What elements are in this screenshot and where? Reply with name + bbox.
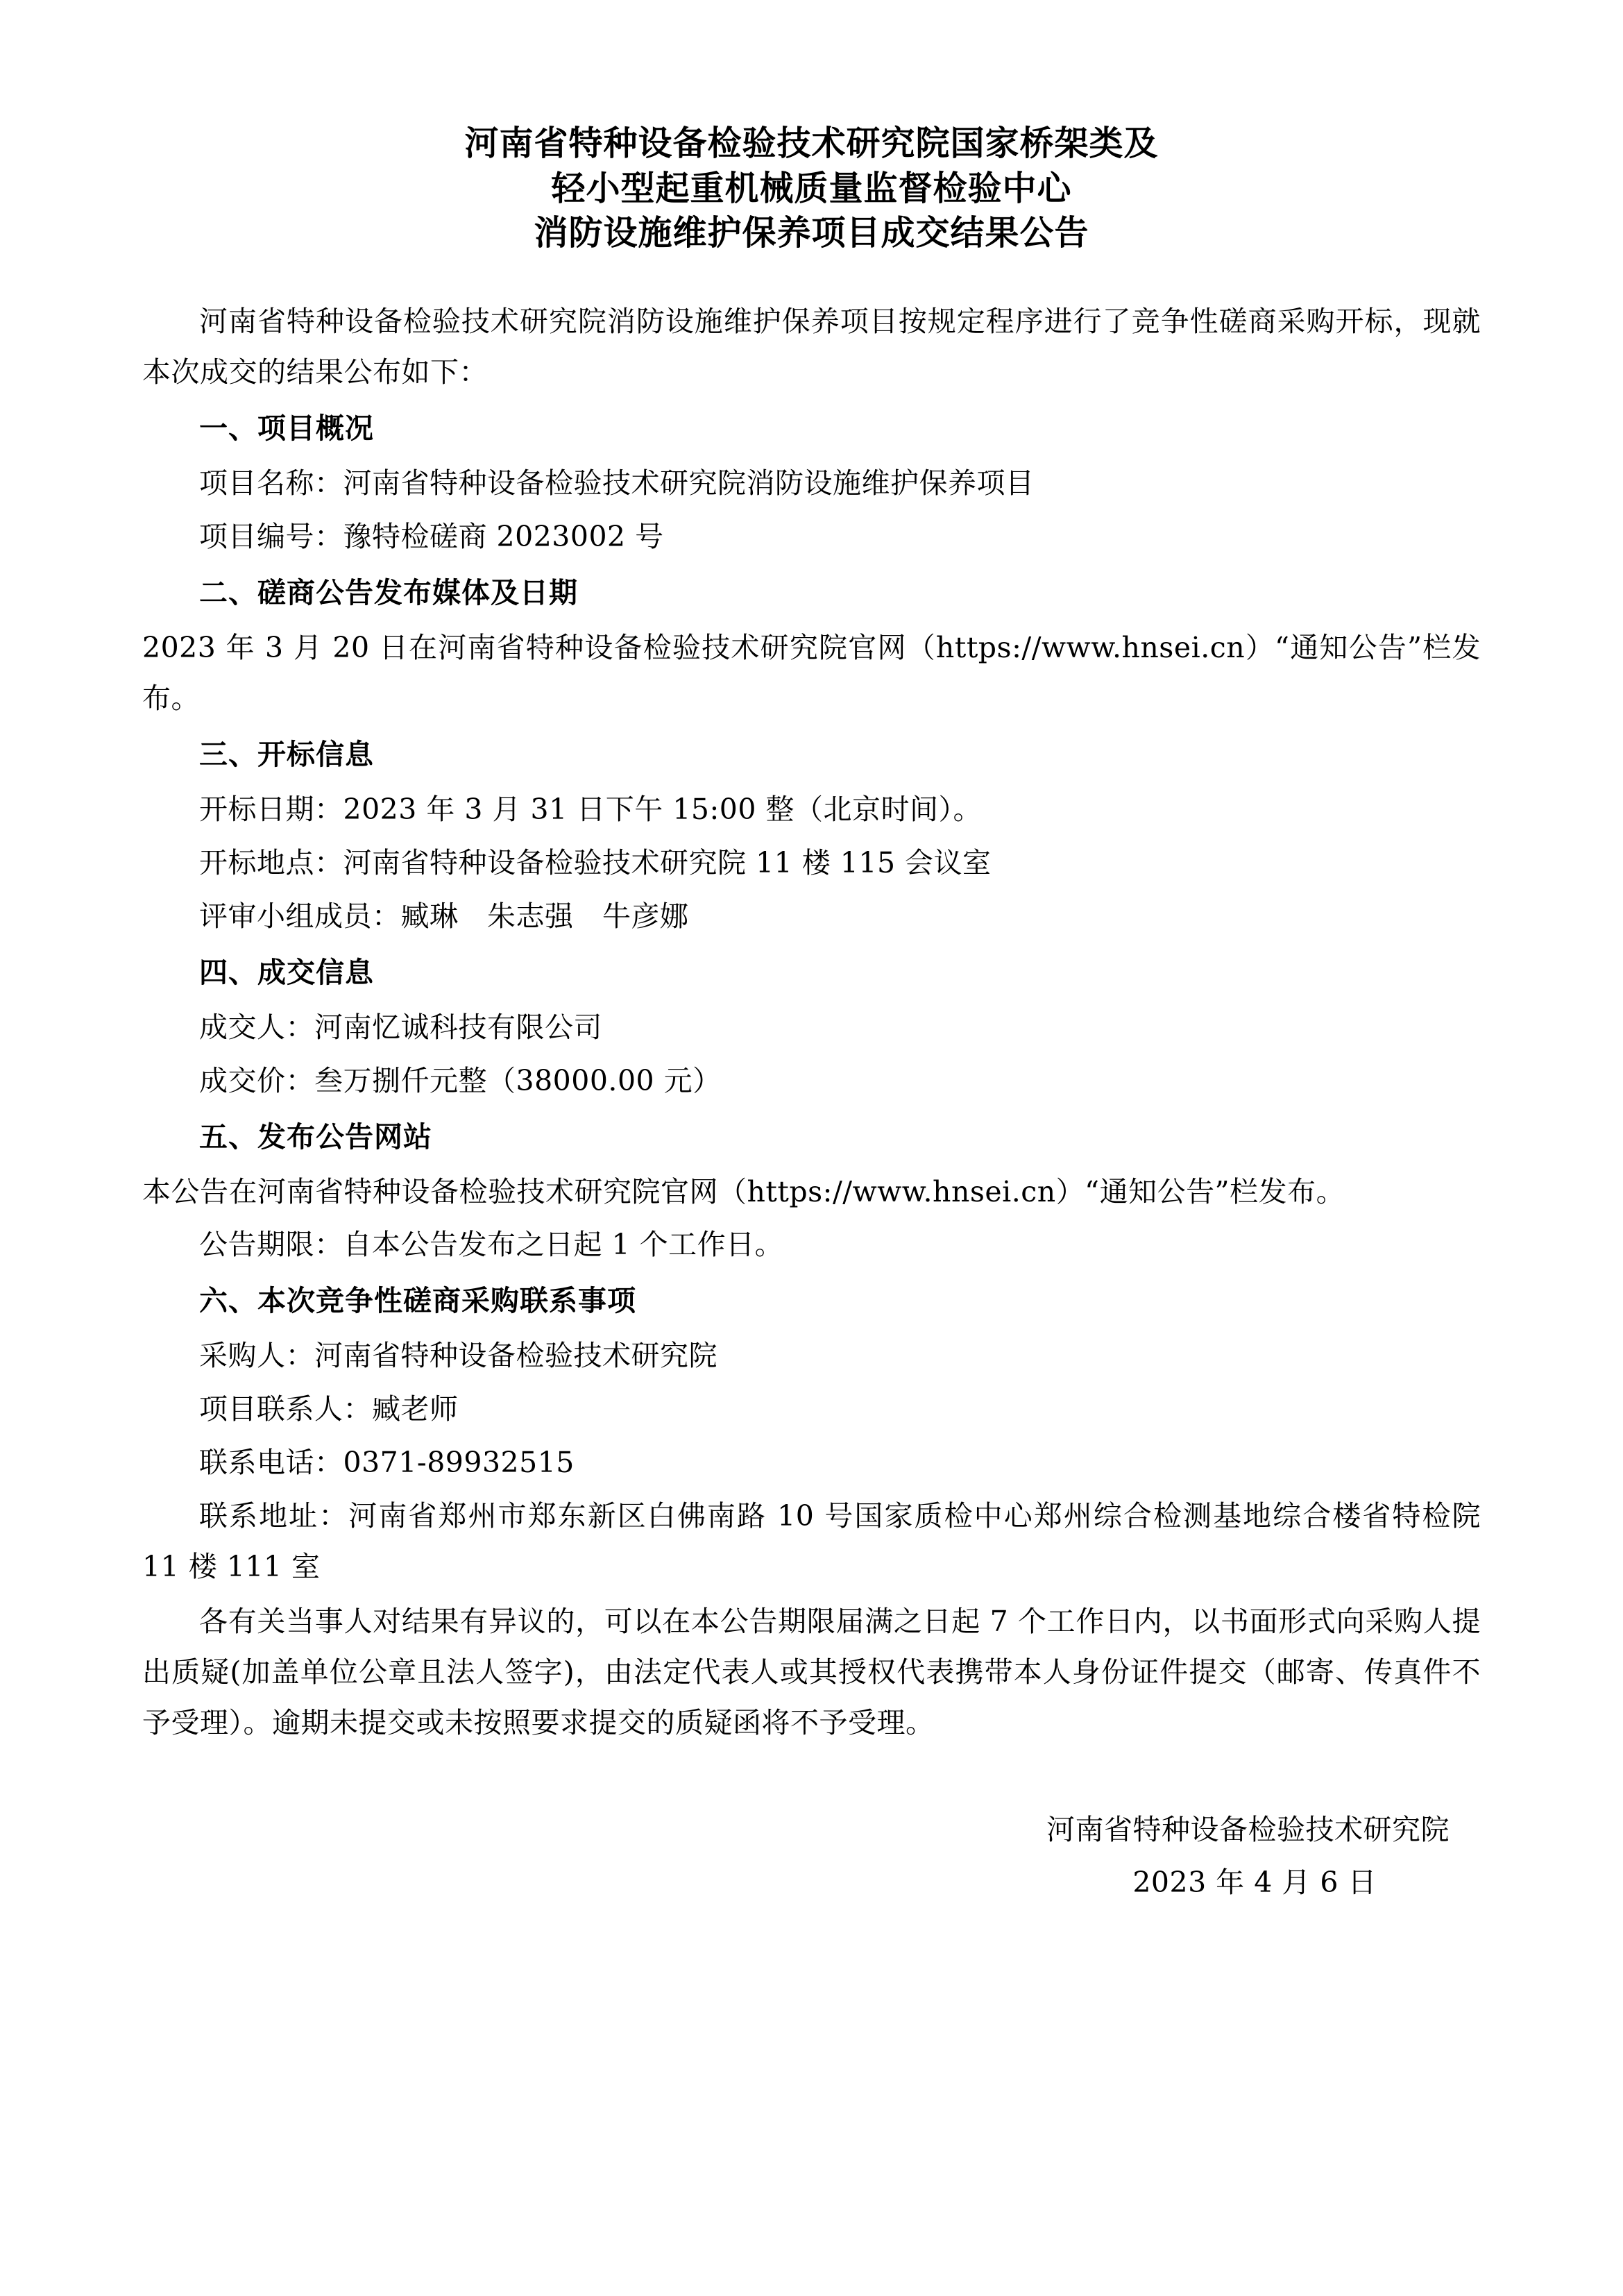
- title-line-3: 消防设施维护保养项目成交结果公告: [534, 213, 1089, 253]
- document-title: [142, 121, 1481, 256]
- section-heading-5: 五、发布公告网站: [199, 1120, 432, 1154]
- publish-site-line: 本公告在河南省特种设备检验技术研究院官网（https://www.hnsei.cn）“通知公告”栏发布。: [142, 1174, 1345, 1208]
- closing-paragraph: 各有关当事人对结果有异议的，可以在本公告期限届满之日起 7 个工作日内，以书面形式向采购人提出质疑(加盖单位公章且法人签字)，由法定代表人或其授权代表携带本人身份证件提交（邮寄、传真件不予受理）。逾期未提交或未按照要求提交的质疑函将不予受理。: [142, 1605, 1481, 1740]
- contact-address-line: 联系地址：河南省郑州市郑东新区白佛南路 10 号国家质检中心郑州综合检测基地综合楼省特检院 11 楼 111 室: [142, 1499, 1481, 1584]
- bid-open-date-line: 开标日期：2023 年 3 月 31 日下午 15:00 整（北京时间）。: [199, 792, 982, 826]
- contact-phone-line: 联系电话：0371-89932515: [199, 1446, 575, 1480]
- announcement-media-line: 2023 年 3 月 20 日在河南省特种设备检验技术研究院官网（https://www.hnsei.cn）“通知公告”栏发布。: [142, 630, 1481, 715]
- project-name-line: 项目名称：河南省特种设备检验技术研究院消防设施维护保养项目: [199, 466, 1035, 500]
- signature-block: [142, 1804, 1481, 1909]
- intro-paragraph: 河南省特种设备检验技术研究院消防设施维护保养项目按规定程序进行了竞争性磋商采购开标，现就本次成交的结果公布如下：: [142, 305, 1481, 389]
- section-heading-2: 二、磋商公告发布媒体及日期: [199, 575, 578, 609]
- winner-line: 成交人：河南忆诚科技有限公司: [199, 1010, 602, 1044]
- purchaser-line: 采购人：河南省特种设备检验技术研究院: [199, 1339, 717, 1373]
- bid-open-place-line: 开标地点：河南省特种设备检验技术研究院 11 楼 115 会议室: [199, 845, 992, 879]
- winning-price-line: 成交价：叁万捌仟元整（38000.00 元）: [199, 1063, 722, 1097]
- signature-date: 2023 年 4 月 6 日: [1132, 1866, 1377, 1900]
- signature-org: 河南省特种设备检验技术研究院: [1046, 1813, 1450, 1847]
- section-heading-1: 一、项目概况: [199, 411, 374, 445]
- section-heading-4: 四、成交信息: [199, 955, 374, 989]
- section-heading-3: 三、开标信息: [199, 737, 374, 771]
- contact-person-line: 项目联系人：臧老师: [199, 1392, 459, 1426]
- title-line-1: 河南省特种设备检验技术研究院国家桥架类及: [464, 124, 1159, 163]
- title-line-2: 轻小型起重机械质量监督检验中心: [551, 168, 1072, 208]
- review-panel-line: 评审小组成员：臧琳 朱志强 牛彦娜: [199, 899, 689, 933]
- publish-period-line: 公告期限：自本公告发布之日起 1 个工作日。: [199, 1228, 784, 1262]
- project-number-line: 项目编号：豫特检磋商 2023002 号: [199, 519, 664, 553]
- section-heading-6: 六、本次竞争性磋商采购联系事项: [199, 1284, 636, 1318]
